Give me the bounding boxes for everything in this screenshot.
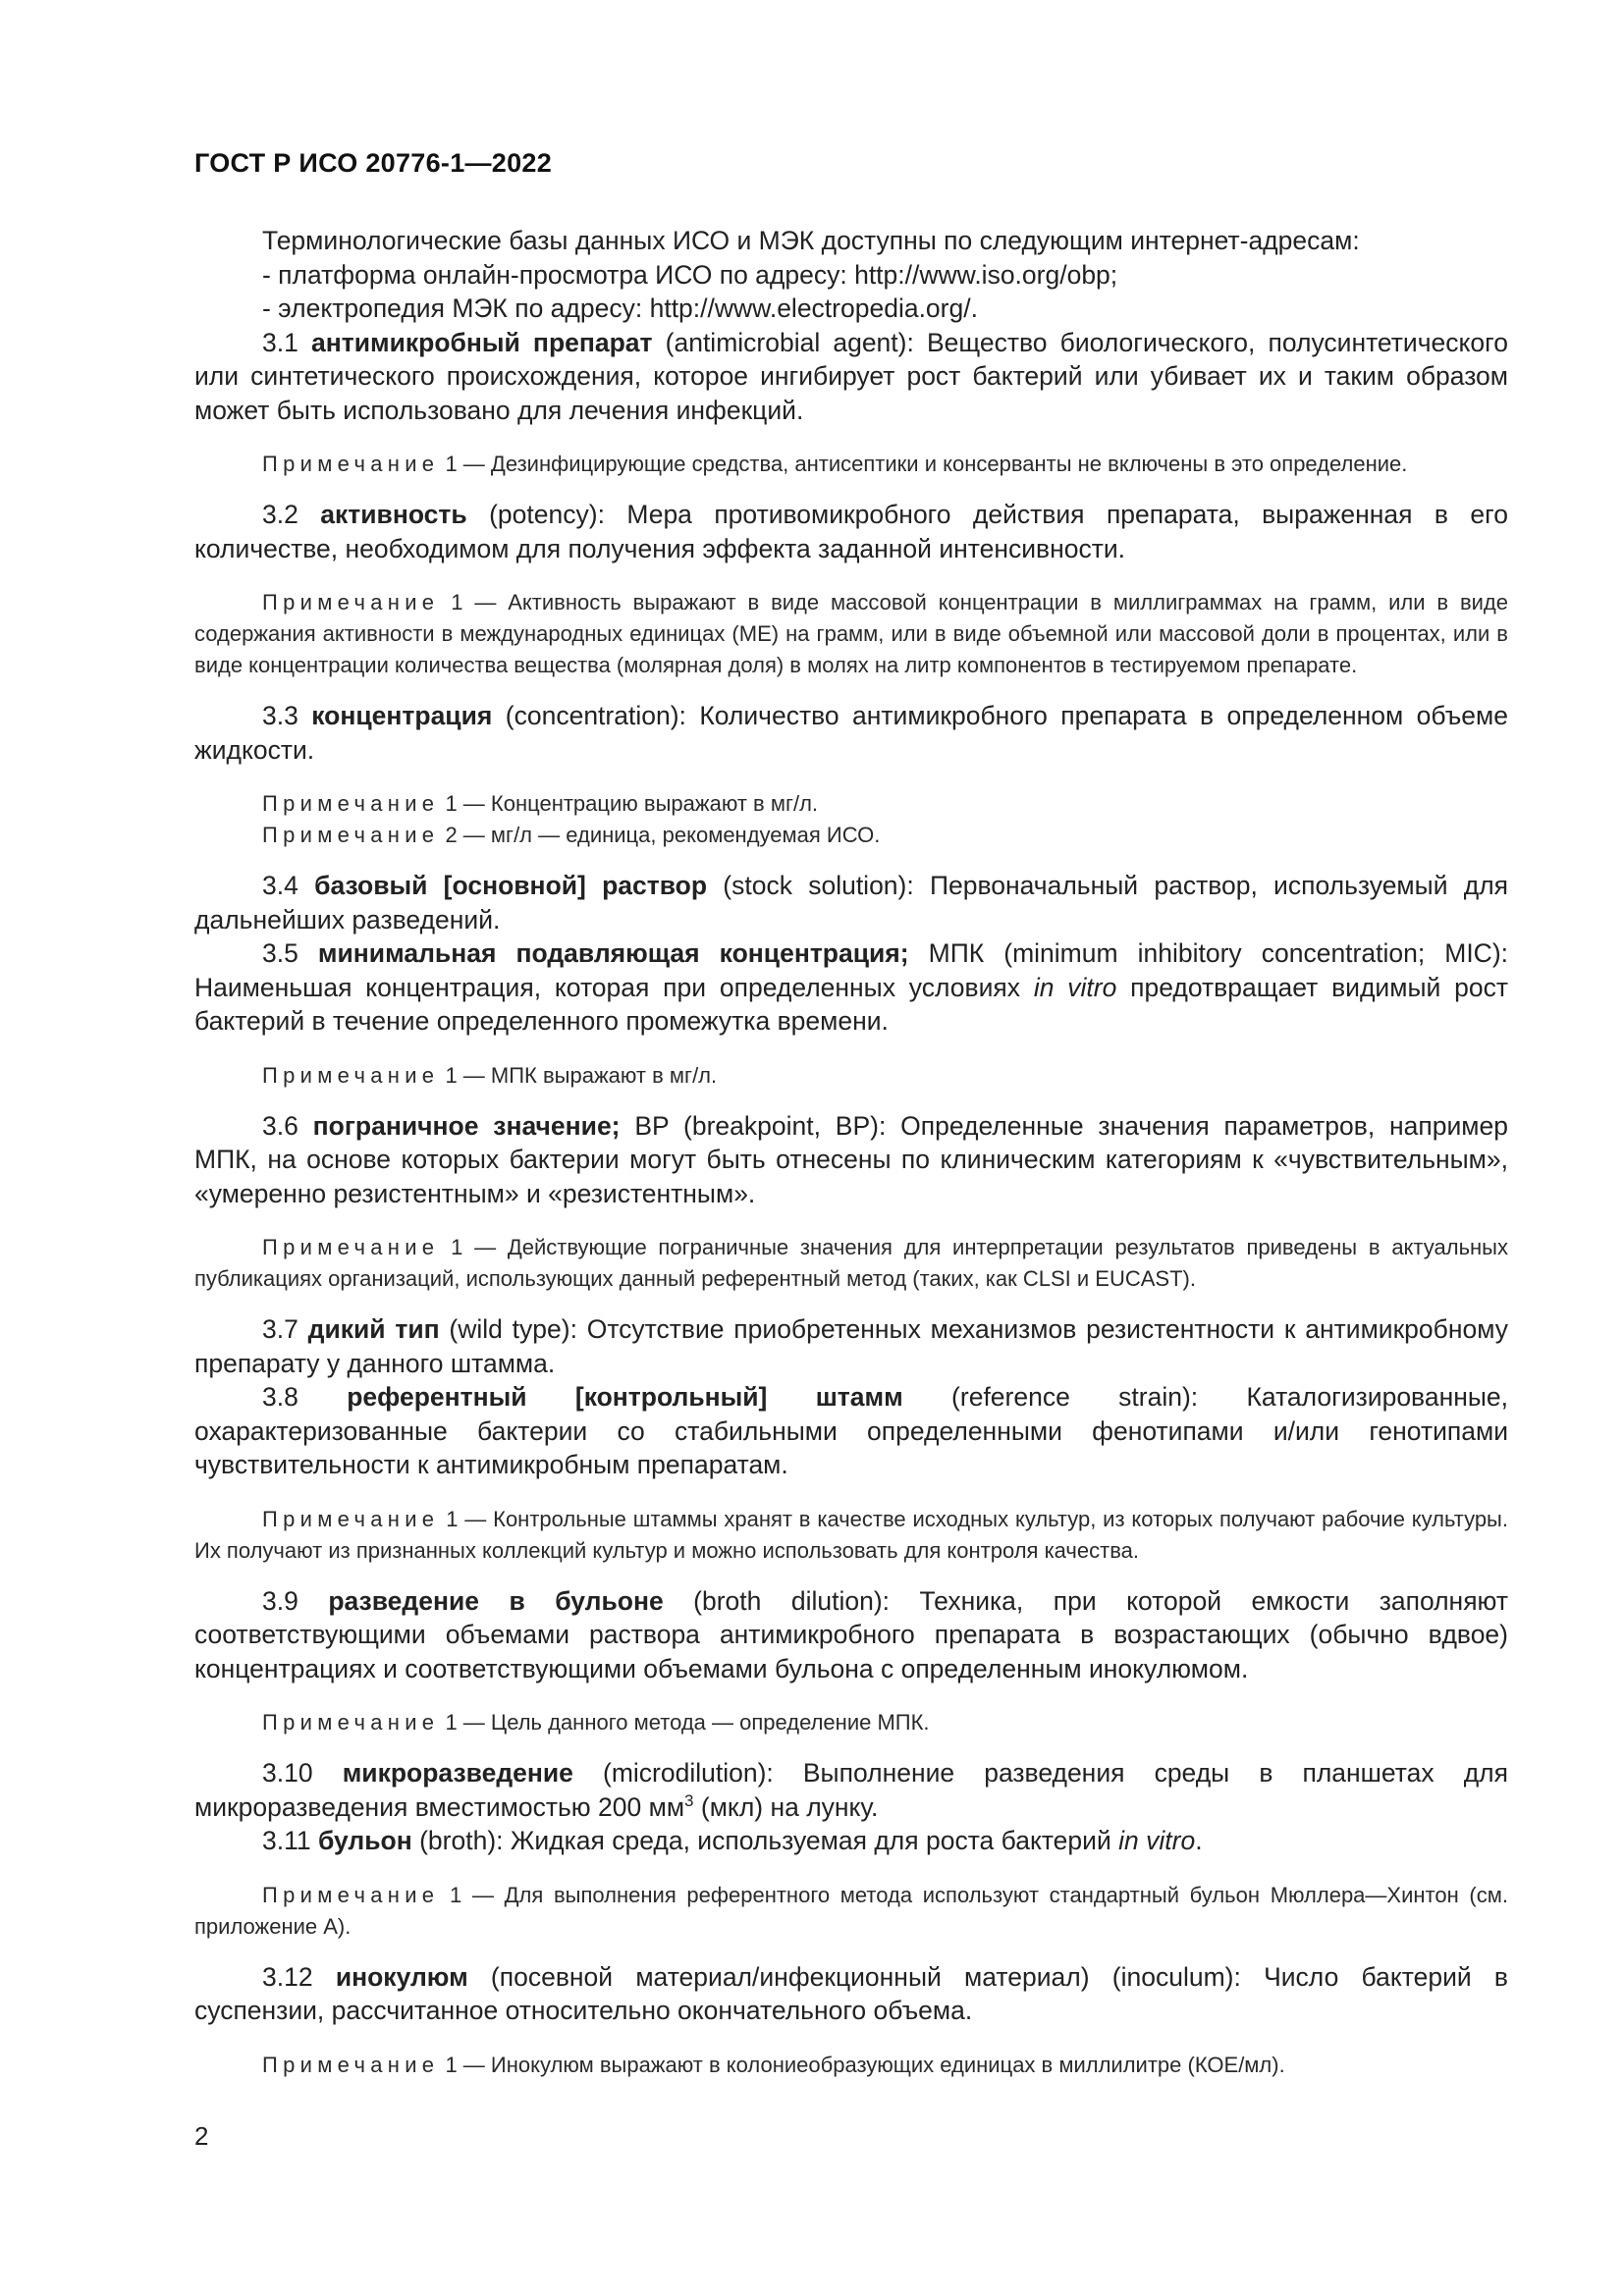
- term-definition: МПК (minimum inhibitory concentration; MIC): Наименьшая концентрация, которая при определенных условиях: [194, 938, 1509, 1002]
- note-number: 1 —: [439, 1235, 508, 1259]
- note-label: Примечание: [262, 1882, 440, 1907]
- note-label: Примечание: [262, 823, 440, 847]
- term-definition: (stock solution): Первоначальный раствор, используемый для дальнейших разведений.: [194, 871, 1509, 934]
- term-name: дикий тип: [307, 1314, 440, 1344]
- note-text: Активность выражают в виде массовой концентрации в миллиграммах на грамм, или в виде содержания активности в международных единицах (МЕ) на грамм, или в виде объемной или массовой доли в процентах, или в виде концентрации количества вещества (молярная доля) в молях на литр компонентов в тестируемом препарате.: [194, 590, 1508, 677]
- term-definition: (broth): Жидкая среда, используемая для роста бактерий: [411, 1826, 1119, 1855]
- note-number: 1 —: [439, 1506, 494, 1531]
- term-name: микроразведение: [342, 1758, 573, 1788]
- note-number: 1 —: [439, 1882, 505, 1907]
- term-name: инокулюм: [335, 1961, 468, 1992]
- note-text: Для выполнения референтного метода используют стандартный бульон Мюллера—Хинтон (см. приложение А).: [194, 1882, 1508, 1939]
- term-definition: (concentration): Количество антимикробного препарата в определенном объеме жидкости.: [194, 701, 1508, 765]
- term-name: базовый [основной] раствор: [314, 871, 708, 900]
- term-definition: (broth dilution): Техника, при которой емкости заполняют соответствующими объемами раствора антимикробного препарата в возрастающих (обычно вдвое) концентрациях и соответствующими объемами бульона с определенным инокулюмом.: [194, 1585, 1508, 1683]
- term-number: 3.12: [262, 1961, 313, 1992]
- term-number: 3.2: [262, 500, 298, 529]
- intro-list-item-iso: - платформа онлайн-просмотра ИСО по адресу: http://www.iso.org/obp;: [262, 259, 1118, 290]
- term-3-1: [194, 326, 1508, 428]
- term-number: 3.9: [262, 1585, 298, 1616]
- note-number: 2 —: [439, 823, 491, 847]
- note-number: 1 —: [439, 791, 491, 816]
- note-label: Примечание: [262, 452, 440, 476]
- term-italic: in vitro: [1118, 1826, 1196, 1855]
- term-name: бульон: [318, 1826, 412, 1855]
- term-name: пограничное значение;: [312, 1110, 621, 1141]
- term-definition-cont: (мкл) на лунку.: [693, 1791, 879, 1822]
- term-definition: (antimicrobial agent): Вещество биологического, полусинтетического или синтетического происхождения, которое ингибирует рост бактерий или убивает их и таким образом может быть использовано для лечения инфекций.: [194, 327, 1508, 425]
- note-label: Примечание: [262, 1506, 440, 1531]
- term-name: референтный [контрольный] штамм: [347, 1382, 903, 1412]
- note-3-2: [194, 587, 1508, 681]
- note-text: Концентрацию выражают в мг/л.: [490, 791, 819, 816]
- term-definition-cont: предотвращает видимый рост бактерий в течение определенного промежутка времени.: [194, 972, 1508, 1036]
- note-text: Действующие пограничные значения для интерпретации результатов приведены в актуальных публикациях организаций, использующих данный референтный метод (таких, как CLSI и EUCAST).: [194, 1235, 1508, 1291]
- term-definition: (wild type): Отсутствие приобретенных механизмов резистентности к антимикробному препарату у данного штамма.: [194, 1314, 1508, 1378]
- note-number: 1 —: [439, 1710, 491, 1735]
- term-3-5: [194, 936, 1508, 1039]
- term-3-7: [194, 1312, 1508, 1380]
- note-label: Примечание: [262, 1710, 440, 1735]
- intro-text: Терминологические базы данных ИСО и МЭК доступны по следующим интернет-адресам:: [262, 226, 1360, 255]
- note-label: Примечание: [262, 1062, 440, 1088]
- page-number: 2: [194, 2121, 209, 2151]
- intro-list-item-iec: - электропедия МЭК по адресу: http://www.electropedia.org/.: [262, 294, 978, 323]
- term-definition: (potency): Мера противомикробного действия препарата, выраженная в его количестве, необходимом для получения эффекта заданной интенсивности.: [194, 500, 1508, 563]
- term-number: 3.10: [262, 1758, 313, 1788]
- note-number: 1 —: [439, 2052, 491, 2077]
- superscript: 3: [684, 1790, 694, 1810]
- term-name: антимикробный препарат: [310, 327, 653, 357]
- note-label: Примечание: [262, 791, 440, 816]
- document-header: ГОСТ Р ИСО 20776-1—2022: [194, 148, 553, 178]
- term-number: 3.6: [262, 1110, 298, 1141]
- note-3-12: [194, 2050, 1508, 2081]
- term-3-10: [194, 1756, 1508, 1824]
- note-label: Примечание: [262, 590, 440, 614]
- note-3-8: [194, 1504, 1508, 1567]
- note-text: Цель данного метода — определение МПК.: [490, 1710, 930, 1735]
- term-italic: in vitro: [1033, 972, 1117, 1002]
- note-number: 1 —: [439, 590, 509, 614]
- note-text: МПК выражают в мг/л.: [490, 1062, 718, 1088]
- term-name: минимальная подавляющая концентрация;: [317, 938, 909, 968]
- note-label: Примечание: [262, 2052, 440, 2077]
- term-3-9: [194, 1584, 1508, 1686]
- note-text: мг/л — единица, рекомендуемая ИСО.: [490, 823, 881, 847]
- note-3-3-1: [194, 788, 1508, 820]
- note-number: 1 —: [439, 1062, 491, 1088]
- term-3-11: [194, 1824, 1508, 1858]
- page-content: [194, 224, 1508, 2081]
- term-definition-cont: .: [1195, 1826, 1203, 1855]
- term-number: 3.7: [262, 1314, 298, 1344]
- term-name: активность: [320, 500, 467, 529]
- term-3-6: [194, 1109, 1508, 1211]
- term-definition: (посевной материал/инфекционный материал) (inoculum): Число бактерий в суспензии, рассчитанное относительно окончательного объема.: [194, 1961, 1508, 2025]
- note-3-9: [194, 1707, 1508, 1738]
- term-3-12: [194, 1960, 1508, 2028]
- term-number: 3.1: [262, 327, 298, 357]
- note-3-3-2: [194, 820, 1508, 851]
- note-number: 1 —: [439, 452, 491, 476]
- term-3-4: [194, 869, 1508, 936]
- term-definition: (reference strain): Каталогизированные, охарактеризованные бактерии со стабильными определенными фенотипами и/или генотипами чувствительности к антимикробным препаратам.: [194, 1382, 1508, 1479]
- term-name: разведение в бульоне: [328, 1585, 664, 1616]
- note-3-5: [194, 1060, 1508, 1092]
- term-definition: BP (breakpoint, BP): Определенные значения параметров, например МПК, на основе которых бактерии могут быть отнесены по клиническим категориям к «чувствительным», «умеренно резистентным» и «резистентным».: [194, 1110, 1508, 1208]
- term-number: 3.8: [262, 1382, 298, 1412]
- note-text: Дезинфицирующие средства, антисептики и консерванты не включены в это определение.: [490, 452, 1408, 476]
- note-text: Контрольные штаммы хранят в качестве исходных культур, из которых получают рабочие культуры. Их получают из признанных коллекций культур и можно использовать для контроля качества.: [194, 1506, 1508, 1563]
- term-number: 3.11: [262, 1826, 311, 1855]
- note-3-1: [194, 449, 1508, 480]
- note-3-6: [194, 1232, 1508, 1295]
- term-3-8: [194, 1380, 1508, 1482]
- term-number: 3.5: [262, 938, 298, 968]
- term-number: 3.3: [262, 701, 298, 730]
- term-definition: (microdilution): Выполнение разведения среды в планшетах для микроразведения вместимостью 200 мм: [194, 1758, 1508, 1822]
- term-name: концентрация: [311, 701, 493, 730]
- term-3-2: [194, 498, 1508, 565]
- note-text: Инокулюм выражают в колониеобразующих единицах в миллилитре (КОЕ/мл).: [490, 2052, 1285, 2077]
- note-label: Примечание: [262, 1235, 440, 1259]
- term-number: 3.4: [262, 871, 298, 900]
- term-3-3: [194, 699, 1508, 767]
- note-3-11: [194, 1880, 1508, 1943]
